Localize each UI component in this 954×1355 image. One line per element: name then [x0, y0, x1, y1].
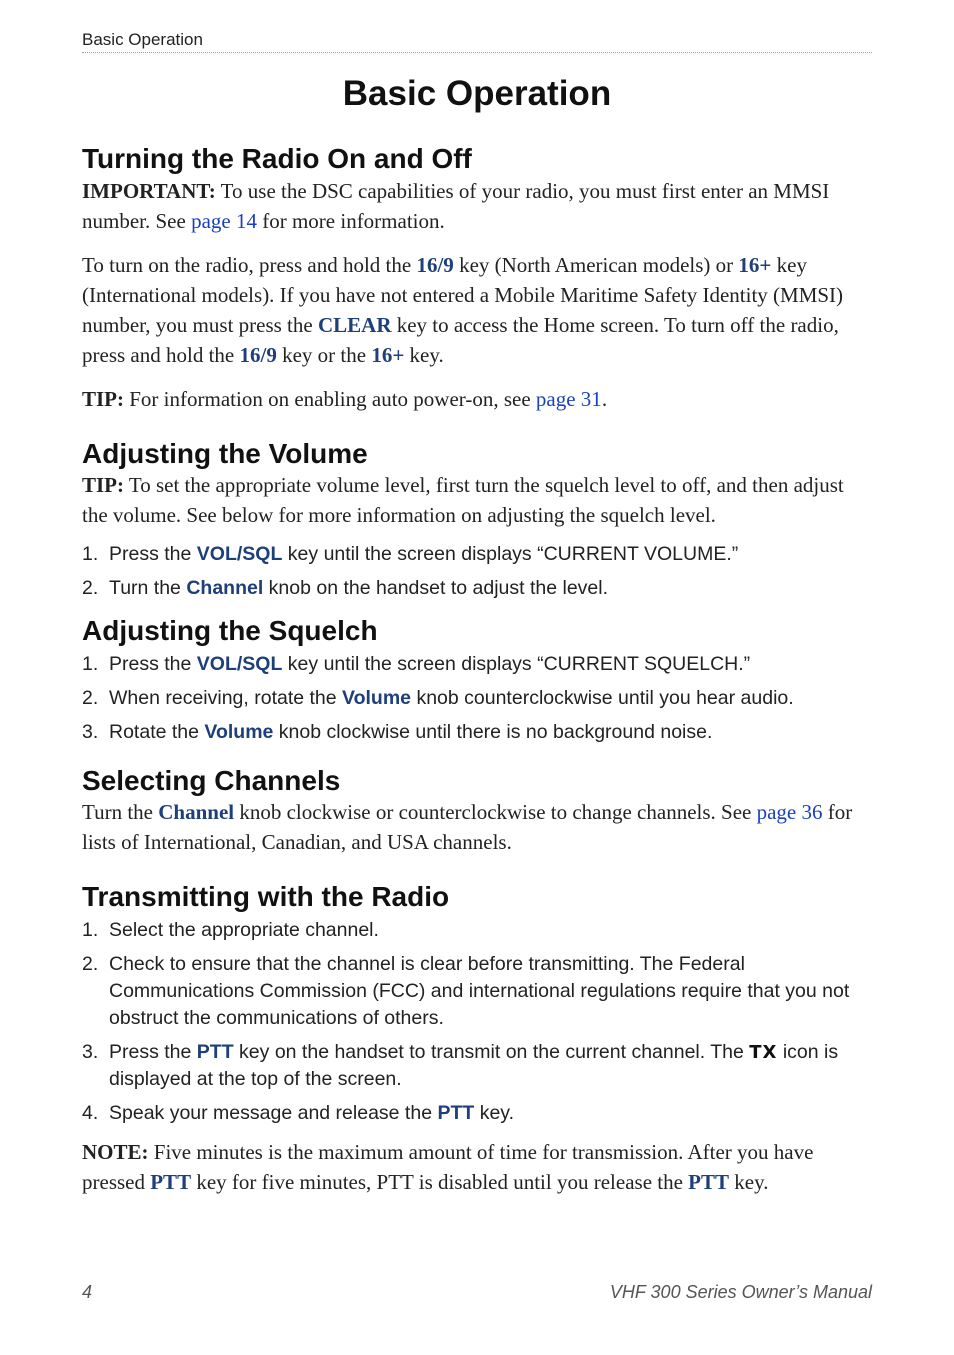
text: key or the [276, 342, 372, 367]
link-page-36[interactable]: page 36 [756, 800, 823, 825]
text: When receiving, rotate the [109, 686, 343, 709]
list-item [82, 651, 872, 678]
key-16-plus: 16+ [371, 342, 405, 367]
text: Select the appropriate channel. [109, 918, 379, 941]
text: key for five minutes, PTT is disabled until you release the [191, 1169, 689, 1194]
text: . [601, 386, 608, 411]
text: key until the screen displays “CURRENT SQUELCH.” [282, 652, 751, 675]
important-paragraph [82, 176, 872, 236]
text: Rotate the [109, 720, 205, 743]
key-ptt: PTT [437, 1101, 475, 1124]
power-instructions-paragraph [82, 250, 872, 370]
step-number: 1. [82, 543, 99, 566]
key-ptt: PTT [688, 1169, 730, 1194]
page-content [82, 142, 872, 1197]
key-16-9: 16/9 [416, 252, 454, 277]
text: For information on enabling auto power-on, see [124, 386, 536, 411]
list-item [82, 1039, 872, 1093]
important-label: IMPORTANT: [82, 178, 216, 203]
key-vol-sql: VOL/SQL [196, 652, 283, 675]
list-item [82, 541, 872, 568]
text: Turn the [82, 800, 159, 825]
text: key. [404, 342, 444, 367]
tx-icon: TX [749, 1041, 778, 1063]
list-item [82, 575, 872, 602]
volume-steps-list [82, 541, 872, 602]
key-volume: Volume [342, 686, 412, 709]
channels-paragraph [82, 797, 872, 857]
key-ptt: PTT [150, 1169, 192, 1194]
text: key. [729, 1169, 769, 1194]
text: Five minutes is the maximum amount of time for transmission. After you have pressed [82, 1139, 814, 1194]
running-header: Basic Operation [82, 30, 872, 53]
text: Speak your message and release the [109, 1101, 438, 1124]
squelch-steps-list [82, 651, 872, 746]
text: To set the appropriate volume level, first turn the squelch level to off, and then adjust the volume. See below for more information on adjusting the squelch level. [82, 473, 844, 528]
tip-label: TIP: [82, 386, 124, 411]
key-ptt: PTT [196, 1040, 234, 1063]
heading-adjusting-volume: Adjusting the Volume [82, 437, 368, 469]
list-item [82, 719, 872, 746]
heading-selecting-channels: Selecting Channels [82, 764, 341, 796]
list-item [82, 951, 872, 1032]
note-label: NOTE: [82, 1139, 149, 1164]
link-page-31[interactable]: page 31 [535, 386, 602, 411]
step-number: 4. [82, 1101, 99, 1124]
tip-label: TIP: [82, 473, 124, 498]
text: key to access the Home screen. To turn off the radio, press and hold the [82, 312, 839, 367]
key-16-plus: 16+ [738, 252, 772, 277]
key-clear: CLEAR [317, 312, 392, 337]
list-item [82, 685, 872, 712]
step-number: 2. [82, 686, 99, 709]
page-number: 4 [82, 1282, 93, 1302]
step-number: 3. [82, 720, 99, 743]
heading-adjusting-squelch: Adjusting the Squelch [82, 615, 378, 647]
step-number: 2. [82, 577, 99, 600]
key-vol-sql: VOL/SQL [196, 543, 283, 566]
tip-volume-paragraph [82, 470, 872, 530]
text: To turn on the radio, press and hold the [82, 252, 417, 277]
heading-transmitting-with-radio: Transmitting with the Radio [82, 881, 450, 913]
text: Press the [109, 652, 197, 675]
text: key. [474, 1101, 515, 1124]
text: key on the handset to transmit on the current channel. The [233, 1040, 750, 1063]
heading-turning-radio-on-off: Turning the Radio On and Off [82, 143, 472, 174]
key-volume: Volume [204, 720, 274, 743]
text: knob on the handset to adjust the level. [263, 577, 609, 600]
link-page-14[interactable]: page 14 [191, 208, 257, 233]
text: Check to ensure that the channel is clear before transmitting. The Federal Communications Commission (FCC) and international regulations require that you not obstruct the communications of others. [109, 952, 850, 1029]
page-title: Basic Operation [342, 74, 612, 113]
transmit-steps-list [82, 917, 872, 1127]
text: key until the screen displays “CURRENT VOLUME.” [282, 543, 739, 566]
tip-auto-power-paragraph [82, 384, 872, 414]
text: for more information. [256, 208, 445, 233]
list-item [82, 917, 872, 944]
key-16-9: 16/9 [239, 342, 277, 367]
text: knob clockwise until there is no background noise. [273, 720, 713, 743]
key-channel: Channel [186, 577, 264, 600]
key-channel: Channel [158, 800, 235, 825]
note-paragraph [82, 1137, 872, 1197]
text: Press the [109, 543, 197, 566]
step-number: 1. [82, 652, 99, 675]
text: for lists of International, Canadian, and USA channels. [82, 800, 853, 855]
text: icon is displayed at the top of the screen. [109, 1040, 839, 1090]
list-item [82, 1100, 872, 1127]
text: To use the DSC capabilities of your radio, you must first enter an MMSI number. See [82, 178, 830, 233]
manual-title: VHF 300 Series Owner’s Manual [609, 1282, 872, 1302]
text: Turn the [109, 577, 187, 600]
step-number: 1. [82, 918, 99, 941]
text: Press the [109, 1040, 197, 1063]
text: knob clockwise or counterclockwise to change channels. See [234, 800, 757, 825]
text: knob counterclockwise until you hear audio. [411, 686, 794, 709]
step-number: 2. [82, 952, 99, 975]
text: key (International models). If you have not entered a Mobile Maritime Safety Identity (MMSI) number, you must press the [82, 252, 844, 337]
step-number: 3. [82, 1040, 99, 1063]
text: key (North American models) or [453, 252, 739, 277]
